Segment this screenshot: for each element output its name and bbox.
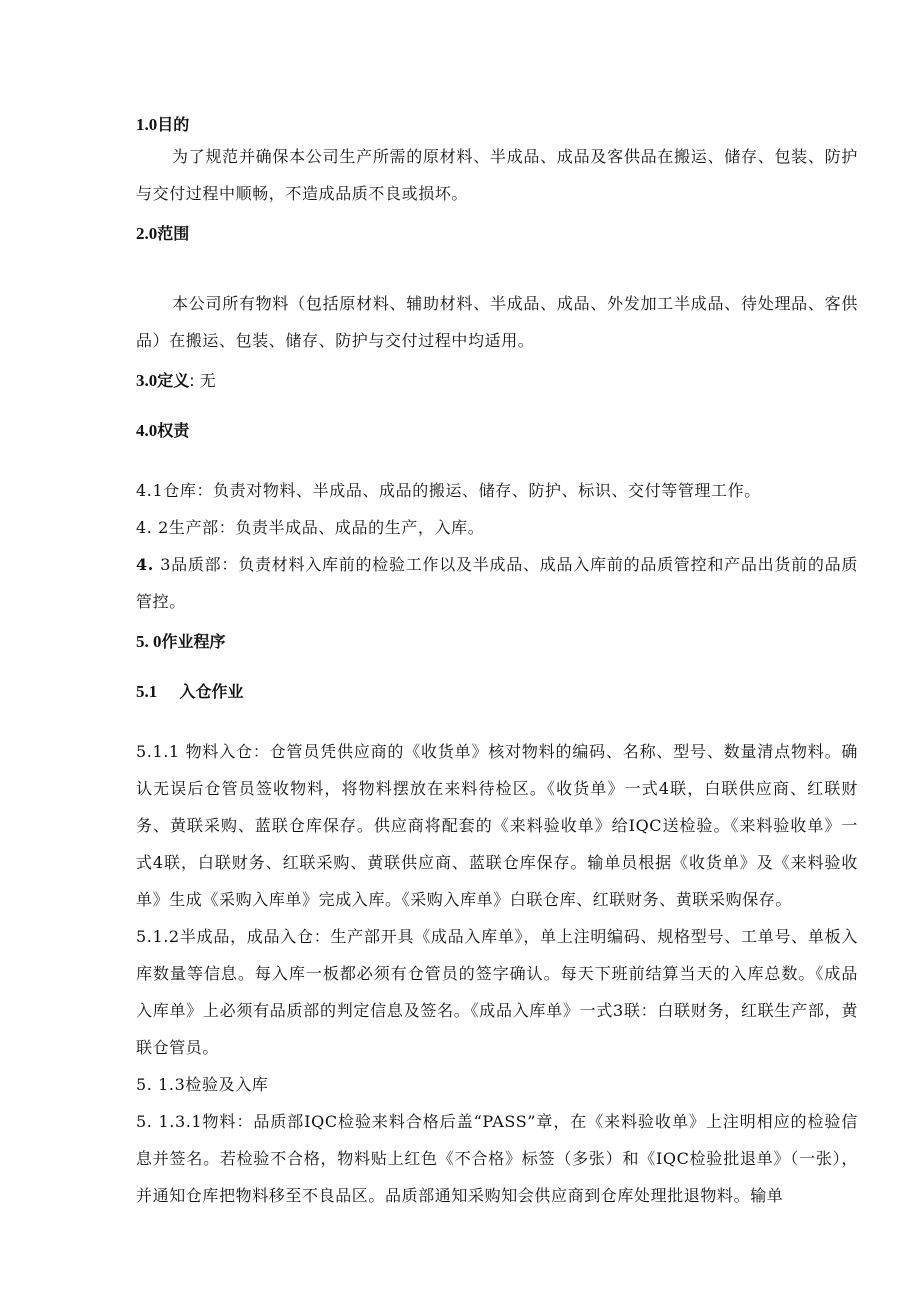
paragraph-5-1-1: 5.1.1 物料入仓：仓管员凭供应商的《收货单》核对物料的编码、名称、型号、数量清点物料。确认无误后仓管员签收物料，将物料摆放在来料待检区。《收货单》一式4联，白联供应商、红联财务、黄联采购、蓝联仓库保存。供应商将配套的《来料验收单》给IQC送检验。《来料验收单》一式4联，白联财务、红联采购、黄联供应商、蓝联仓库保存。输单员根据《收货单》及《来料验收单》生成《采购入库单》完成入库。《采购入库单》白联仓库、红联财务、黄联采购保存。 bbox=[136, 742, 858, 909]
section-5-title: 作业程序 bbox=[161, 632, 226, 651]
section-4-item-3-text: 3品质部：负责材料入库前的检验工作以及半成品、成品入库前的品质管控和产品出货前的品质管控。 bbox=[136, 555, 858, 611]
section-5-heading bbox=[136, 629, 858, 655]
section-5-1-heading bbox=[136, 679, 858, 705]
section-3-heading bbox=[136, 368, 858, 394]
section-3-number: 3.0 bbox=[136, 371, 158, 390]
section-5-1-number: 5.1 bbox=[136, 682, 158, 701]
section-4-item-1: 4.1仓库：负责对物料、半成品、成品的搬运、储存、防护、标识、交付等管理工作。 bbox=[136, 481, 761, 500]
section-1-heading bbox=[136, 112, 858, 138]
document-page bbox=[136, 112, 858, 1214]
section-4-item-2: 4. 2生产部：负责半成品、成品的生产，入库。 bbox=[136, 518, 485, 537]
section-4-item-3-number: 4. bbox=[136, 555, 161, 574]
section-2-number: 2.0 bbox=[136, 224, 158, 243]
paragraph-5-1-3-1: 5. 1.3.1物料：品质部IQC检验来料合格后盖“PASS”章，在《来料验收单》上注明相应的检验信息并签名。若检验不合格，物料贴上红色《不合格》标签（多张）和《IQC检验批退单》（一张），并通知仓库把物料移至不良品区。品质部通知采购知会供应商到仓库处理批退物料。输单 bbox=[136, 1112, 858, 1205]
paragraph-5-1-2: 5.1.2半成品，成品入仓：生产部开具《成品入库单》，单上注明编码、规格型号、工单号、单板入库数量等信息。每入库一板都必须有仓管员的签字确认。每天下班前结算当天的入库总数。《成品入库单》上必须有品质部的判定信息及签名。《成品入库单》一式3联：白联财务，红联生产部，黄联仓管员。 bbox=[136, 927, 858, 1057]
section-3-value: : 无 bbox=[189, 371, 216, 390]
paragraph-5-1-3: 5. 1.3检验及入库 bbox=[136, 1075, 269, 1094]
section-2-body: 本公司所有物料（包括原材料、辅助材料、半成品、成品、外发加工半成品、待处理品、客供品）在搬运、包装、储存、防护与交付过程中均适用。 bbox=[136, 294, 858, 350]
section-5-1-title: 入仓作业 bbox=[179, 682, 244, 701]
section-1-title: 目的 bbox=[157, 115, 190, 134]
section-4-item-3 bbox=[136, 546, 858, 620]
section-1-number: 1.0 bbox=[136, 115, 158, 134]
section-4-number: 4.0 bbox=[136, 421, 158, 440]
section-1-body: 为了规范并确保本公司生产所需的原材料、半成品、成品及客供品在搬运、储存、包装、防护与交付过程中顺畅，不造成品质不良或损坏。 bbox=[136, 147, 858, 203]
section-2-heading bbox=[136, 221, 858, 247]
section-5-number: 5. 0 bbox=[136, 632, 162, 651]
section-4-title: 权责 bbox=[157, 421, 190, 440]
section-3-title: 定义 bbox=[157, 371, 190, 390]
section-2-title: 范围 bbox=[157, 224, 190, 243]
section-4-heading bbox=[136, 418, 858, 444]
